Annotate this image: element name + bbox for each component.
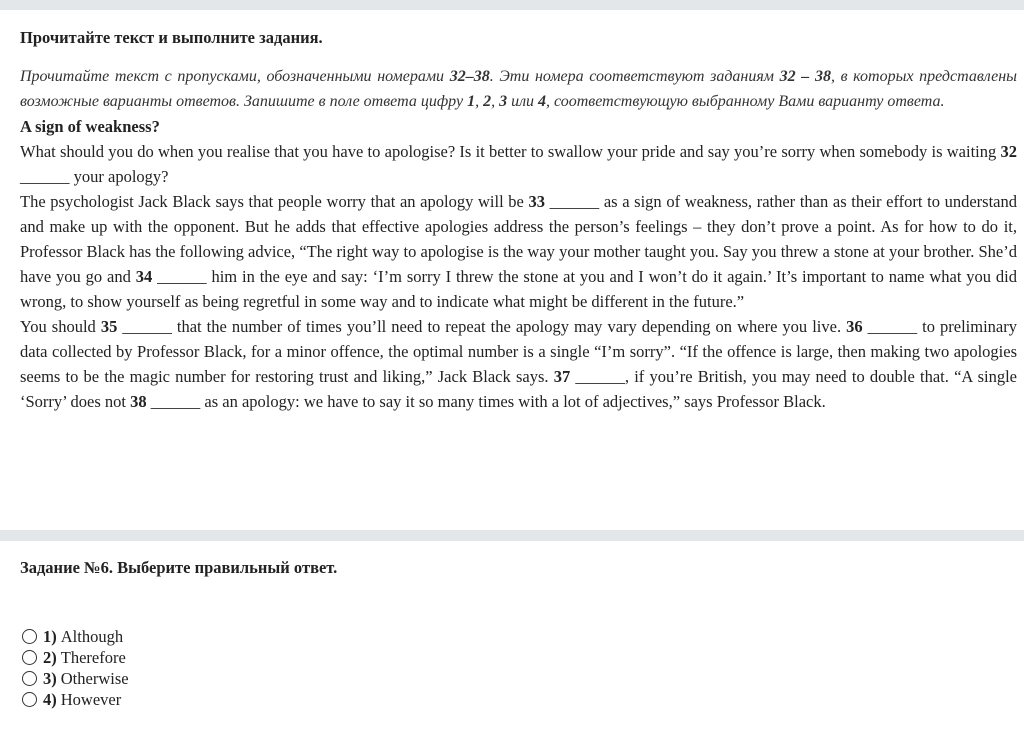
passage-paragraph: [20, 314, 1017, 414]
option-number: 4): [43, 690, 57, 709]
passage-text: The psychologist Jack Black says that people worry that an apology will be: [20, 192, 529, 211]
gap-number: 33: [528, 192, 546, 211]
gap-blank: ______: [545, 192, 604, 211]
radio-button[interactable]: [22, 629, 37, 644]
gap-blank: ______: [570, 367, 625, 386]
instr-digit: 3: [499, 93, 508, 110]
passage-paragraph: [20, 189, 1017, 314]
gap-blank: ______: [20, 167, 74, 186]
gap-blank: ______: [152, 267, 212, 286]
passage-text: that the number of times you’ll need to repeat the apology may vary depending on where you live.: [176, 317, 847, 336]
instr-digit: 2: [483, 93, 492, 110]
passage-text: to preliminary data collected by Professor Black, for a minor offence, the optimal number is a single “I’m sorry”. “If the offence is large, then making two apologies seems to be the magic number for restoring trust and liking,” Jack Black says.: [20, 317, 1017, 386]
passage-text: You should: [20, 317, 101, 336]
option-label: However: [60, 690, 122, 709]
gap-blank: ______: [862, 317, 923, 336]
gap-number: 38: [130, 392, 147, 411]
instr-range: 32 – 38: [779, 68, 831, 85]
reading-section: [0, 10, 1024, 414]
gap-blank: ______: [117, 317, 177, 336]
section-divider: [0, 530, 1024, 541]
option-label: Otherwise: [60, 669, 129, 688]
radio-button[interactable]: [22, 692, 37, 707]
radio-button[interactable]: [22, 671, 37, 686]
passage-title: A sign of weakness?: [20, 117, 160, 136]
instr-text: , соответствующую выбранному Вами варианту ответа.: [546, 93, 945, 110]
passage-text: as a sign of weakness, rather than as their effort to understand and make up with the opponent. But he adds that effective apologies address the person’s feelings – they don’t prove a point. As for how to do it, Professor Black has the following advice, “The right way to apologise is the way your mother taught you. Say you threw a stone at your brother. She’d have you go and: [20, 192, 1018, 286]
instr-digit: 1: [467, 93, 476, 110]
instr-text: . Эти номера соответствуют заданиям: [489, 68, 780, 85]
answer-option-4[interactable]: [20, 689, 129, 710]
task-title: Задание №6. Выберите правильный ответ.: [20, 558, 338, 577]
answer-option-1[interactable]: [20, 626, 129, 647]
instr-sep: ,: [491, 93, 500, 110]
gap-number: 35: [100, 317, 118, 336]
instr-digit: 4: [538, 93, 547, 110]
gap-blank: ______: [146, 392, 205, 411]
gap-36: [846, 317, 922, 336]
instr-sep: или: [507, 93, 539, 110]
instr-sep: ,: [475, 93, 484, 110]
section-title: Прочитайте текст и выполните задания.: [20, 28, 323, 47]
gap-number: 34: [135, 267, 153, 286]
gap-number: 36: [846, 317, 863, 336]
answer-options: [20, 626, 129, 710]
gap-number: 32: [1000, 142, 1017, 161]
gap-34: [136, 267, 212, 286]
passage-body: [20, 139, 1017, 414]
passage-text: as an apology: we have to say it so many times with a lot of adjectives,” says Professor Black.: [204, 392, 826, 411]
radio-button[interactable]: [22, 650, 37, 665]
passage-text: him in the eye and say: ‘I’m sorry I threw the stone at you and I won’t do it again.’ It’s important to name what you did wrong, to show yourself as being regretful in some way and to indicate what might be different in the future.”: [20, 267, 1017, 311]
instr-range: 32–38: [449, 68, 490, 85]
instructions: [20, 64, 1017, 114]
instr-text: , в которых представлены возможные варианты ответов. Запишите в поле ответа цифру: [20, 68, 1018, 110]
answer-option-2[interactable]: [20, 647, 129, 668]
option-number: 3): [43, 669, 57, 688]
option-number: 1): [43, 627, 57, 646]
passage-text: What should you do when you realise that you have to apologise? Is it better to swallow your pride and say you’re sorry when somebody is waiting: [20, 142, 1001, 161]
option-label: Although: [60, 627, 124, 646]
passage-paragraph: [20, 139, 1017, 189]
answer-option-3[interactable]: [20, 668, 129, 689]
gap-37: [554, 367, 625, 386]
passage-text: , if you’re British, you may need to double that. “A single ‘Sorry’ does not: [20, 367, 1018, 411]
gap-35: [101, 317, 177, 336]
instr-text: Прочитайте текст с пропусками, обозначенными номерами: [20, 68, 450, 85]
top-divider: [0, 0, 1024, 10]
gap-number: 37: [553, 367, 571, 386]
gap-33: [529, 192, 604, 211]
passage-text: your apology?: [73, 167, 169, 186]
option-number: 2): [43, 648, 57, 667]
gap-38: [130, 392, 204, 411]
option-label: Therefore: [60, 648, 126, 667]
